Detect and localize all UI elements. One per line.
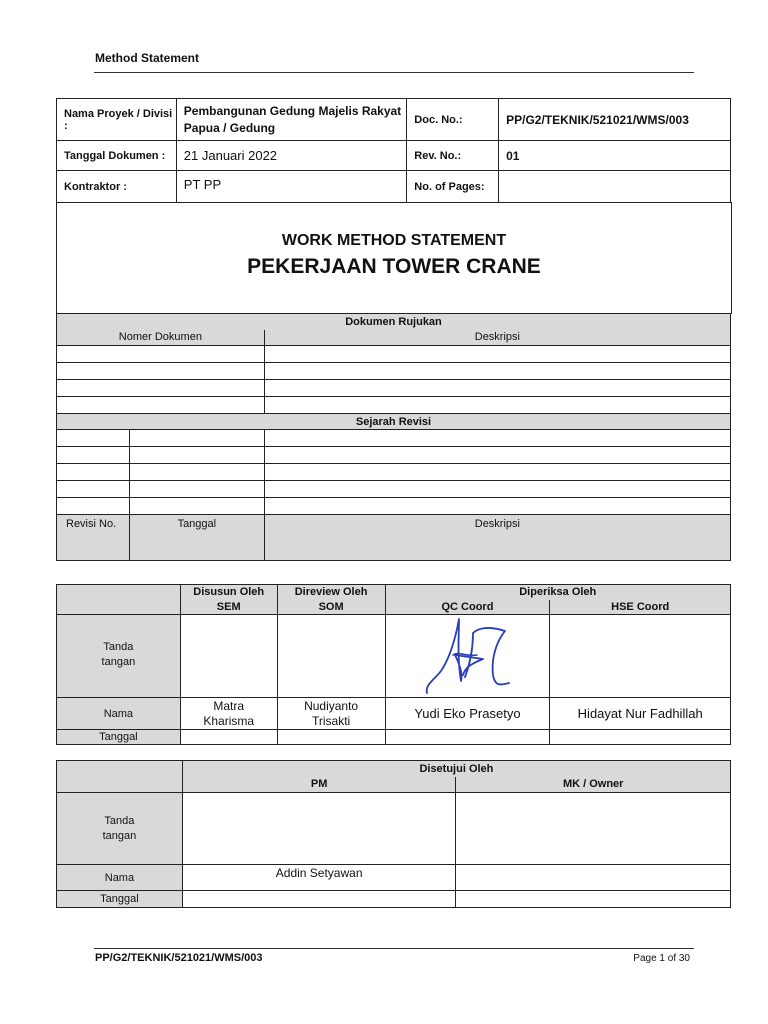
signature-cell-owner bbox=[456, 793, 731, 865]
approval1-corner bbox=[57, 585, 181, 615]
docno-label: Doc. No.: bbox=[407, 99, 499, 141]
reference-row bbox=[57, 363, 731, 380]
rev-cell bbox=[129, 447, 264, 464]
revisions-column-row bbox=[57, 515, 731, 561]
signature-cell-som bbox=[277, 615, 385, 698]
revisions-heading-row bbox=[57, 414, 731, 430]
approved-by-label: Disetujui Oleh bbox=[182, 761, 730, 777]
ref-col-description: Deskripsi bbox=[264, 330, 730, 346]
hse-role: HSE Coord bbox=[550, 600, 731, 615]
date-cell bbox=[550, 730, 731, 745]
ref-cell bbox=[264, 363, 730, 380]
name-owner bbox=[456, 865, 731, 891]
footer-rule bbox=[94, 948, 694, 949]
approval1-signature-row bbox=[57, 615, 731, 698]
rev-cell bbox=[264, 447, 730, 464]
ref-cell bbox=[57, 363, 265, 380]
rev-cell bbox=[57, 430, 130, 447]
date-label: Tanggal bbox=[57, 891, 183, 908]
title-box bbox=[56, 202, 732, 314]
revision-row bbox=[57, 498, 731, 515]
ref-cell bbox=[57, 397, 265, 414]
rev-value: 01 bbox=[499, 141, 731, 171]
approval1-role-row bbox=[57, 585, 731, 600]
rev-cell bbox=[264, 464, 730, 481]
approval2-date-row bbox=[57, 891, 731, 908]
info-row-project bbox=[57, 99, 731, 141]
revision-row bbox=[57, 464, 731, 481]
header-rule bbox=[94, 72, 694, 73]
ref-cell bbox=[264, 380, 730, 397]
footer-doc-number: PP/G2/TEKNIK/521021/WMS/003 bbox=[95, 952, 263, 964]
date-label: Tanggal bbox=[57, 730, 181, 745]
ref-col-number: Nomer Dokumen bbox=[57, 330, 265, 346]
approval-table-final bbox=[56, 760, 731, 908]
date-cell bbox=[277, 730, 385, 745]
approval2-name-row bbox=[57, 865, 731, 891]
ref-cell bbox=[264, 346, 730, 363]
signature-cell-qc bbox=[385, 615, 550, 698]
ref-cell bbox=[264, 397, 730, 414]
rev-cell bbox=[129, 498, 264, 515]
date-cell bbox=[456, 891, 731, 908]
approval2-heading-row bbox=[57, 761, 731, 777]
document-subtitle: WORK METHOD STATEMENT bbox=[281, 232, 507, 249]
rev-col-date: Tanggal bbox=[129, 515, 264, 561]
signature-label-text: Tanda tangan bbox=[101, 641, 136, 668]
sem-role: SEM bbox=[180, 600, 277, 615]
contractor-value: PT PP bbox=[176, 171, 407, 203]
references-heading-row bbox=[57, 314, 731, 330]
rev-label: Rev. No.: bbox=[407, 141, 499, 171]
signature-label bbox=[57, 793, 183, 865]
approval-table-review bbox=[56, 584, 731, 745]
signature-label-text: Tanda tangan bbox=[102, 814, 137, 842]
contractor-label: Kontraktor : bbox=[57, 171, 177, 203]
name-qc: Yudi Eko Prasetyo bbox=[385, 698, 550, 730]
rev-cell bbox=[129, 430, 264, 447]
rev-cell bbox=[264, 481, 730, 498]
references-heading: Dokumen Rujukan bbox=[57, 314, 731, 330]
ref-cell bbox=[57, 380, 265, 397]
date-cell bbox=[385, 730, 550, 745]
rev-cell bbox=[57, 464, 130, 481]
project-value: Pembangunan Gedung Majelis Rakyat Papua / Gedung bbox=[176, 99, 407, 141]
name-label: Nama bbox=[57, 698, 181, 730]
pages-label: No. of Pages: bbox=[407, 171, 499, 203]
revision-row bbox=[57, 481, 731, 498]
checked-by-label: Diperiksa Oleh bbox=[385, 585, 730, 600]
references-column-row bbox=[57, 330, 731, 346]
date-cell bbox=[182, 891, 456, 908]
rev-cell bbox=[57, 447, 130, 464]
revision-row bbox=[57, 447, 731, 464]
qc-role: QC Coord bbox=[385, 600, 550, 615]
name-sem-text: Matra Kharisma bbox=[203, 698, 255, 728]
pages-value bbox=[499, 171, 731, 203]
rev-cell bbox=[129, 464, 264, 481]
project-label: Nama Proyek / Divisi : bbox=[57, 99, 177, 141]
rev-cell bbox=[129, 481, 264, 498]
reference-row bbox=[57, 380, 731, 397]
footer-page-number: Page 1 of 30 bbox=[633, 953, 690, 964]
date-value: 21 Januari 2022 bbox=[176, 141, 407, 171]
revisions-heading: Sejarah Revisi bbox=[57, 414, 731, 430]
date-cell bbox=[180, 730, 277, 745]
rev-cell bbox=[57, 498, 130, 515]
reference-revision-table bbox=[56, 313, 731, 561]
name-hse: Hidayat Nur Fadhillah bbox=[550, 698, 731, 730]
rev-col-description: Deskripsi bbox=[264, 515, 730, 561]
signature-cell-hse bbox=[550, 615, 731, 698]
revision-row bbox=[57, 430, 731, 447]
name-sem bbox=[180, 698, 277, 730]
prepared-by-label: Disusun Oleh bbox=[180, 585, 277, 600]
reference-row bbox=[57, 397, 731, 414]
signature-cell-pm bbox=[182, 793, 456, 865]
reference-row bbox=[57, 346, 731, 363]
document-title: PEKERJAAN TOWER CRANE bbox=[247, 255, 541, 278]
rev-cell bbox=[264, 430, 730, 447]
signature-label bbox=[57, 615, 181, 698]
approval2-corner bbox=[57, 761, 183, 793]
docno-value: PP/G2/TEKNIK/521021/WMS/003 bbox=[499, 99, 731, 141]
name-som-text: Nudiyanto Trisakti bbox=[304, 698, 359, 728]
project-info-table bbox=[56, 98, 731, 203]
ref-cell bbox=[57, 346, 265, 363]
name-pm: Addin Setyawan bbox=[182, 865, 456, 891]
rev-cell bbox=[264, 498, 730, 515]
signature-cell-sem bbox=[180, 615, 277, 698]
page-header-title: Method Statement bbox=[95, 51, 200, 65]
som-role: SOM bbox=[277, 600, 385, 615]
rev-col-no: Revisi No. bbox=[57, 515, 130, 561]
approval2-signature-row bbox=[57, 793, 731, 865]
reviewed-by-label: Direview Oleh bbox=[277, 585, 385, 600]
date-label: Tanggal Dokumen : bbox=[57, 141, 177, 171]
signature-image bbox=[407, 615, 527, 697]
owner-role: MK / Owner bbox=[456, 777, 731, 793]
name-label: Nama bbox=[57, 865, 183, 891]
approval1-date-row bbox=[57, 730, 731, 745]
info-row-date bbox=[57, 141, 731, 171]
approval1-name-row bbox=[57, 698, 731, 730]
rev-cell bbox=[57, 481, 130, 498]
info-row-contractor bbox=[57, 171, 731, 203]
pm-role: PM bbox=[182, 777, 456, 793]
name-som bbox=[277, 698, 385, 730]
